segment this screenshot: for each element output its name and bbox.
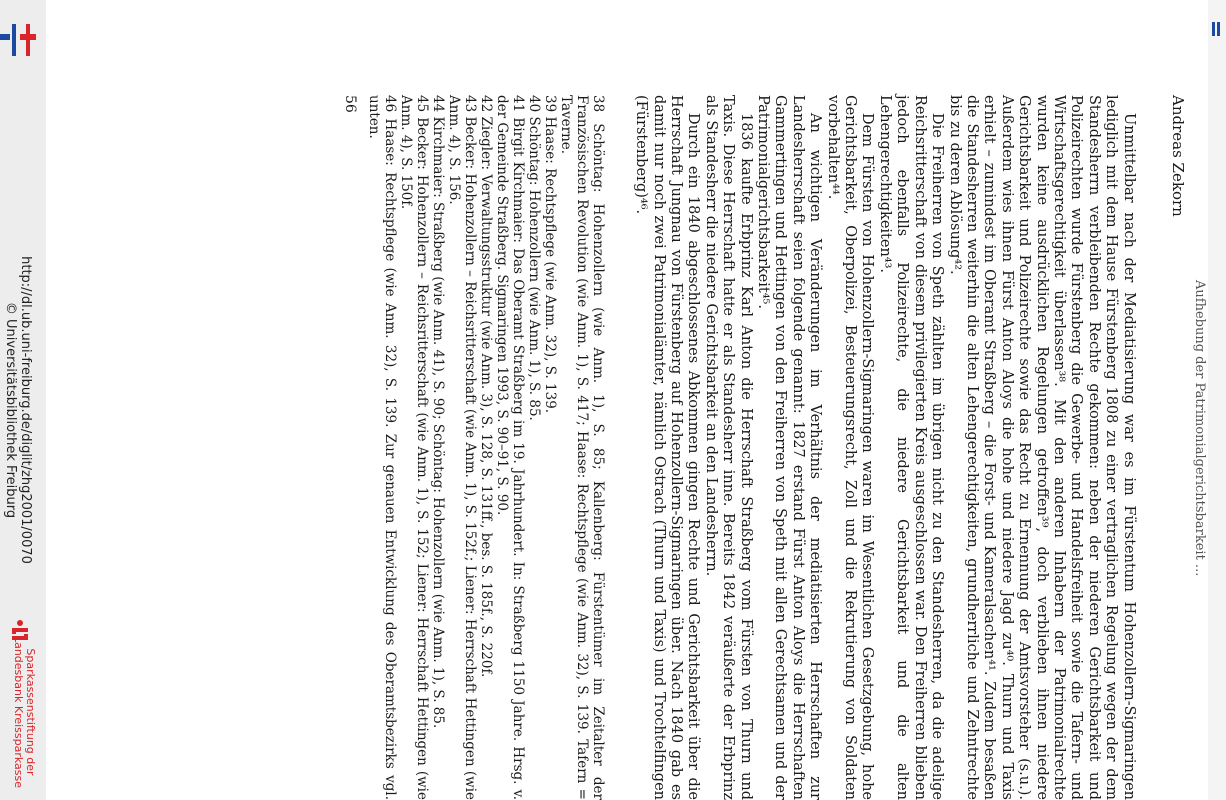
navigation-marker-icon[interactable] bbox=[1212, 22, 1220, 36]
footnote: 42 Ziegler: Verwaltungsstruktur (wie Anm. 3), S. 128, S. 131ff., bes. S. 185f., S. 220f. bbox=[477, 95, 494, 678]
viewer-sidebar bbox=[0, 0, 47, 800]
sponsor-text bbox=[12, 636, 36, 788]
paragraph: Dem Fürsten von Hohenzollern-Sigmaringen waren im Wesentlichen Gesetzgebung, hohe Gerichtsbarkeit, Oberpolizei, Besteuerungsrecht, Zoll und die Rekrutierung von Soldaten vorbehalten⁴⁴. bbox=[824, 95, 876, 800]
viewer-right-edge bbox=[1208, 0, 1226, 800]
page-content bbox=[146, 95, 1207, 800]
footnote: 39 Haase: Rechtspflege (wie Anm. 32), S. 139. bbox=[541, 95, 558, 414]
top-cut-text: Aufhebung der Patrimonialgerichtsbarkeit ... bbox=[1192, 280, 1207, 577]
scanned-page bbox=[46, 0, 1208, 800]
copyright-text: © Universitätsbibliothek Freiburg bbox=[3, 301, 18, 519]
footnote: 43 Becker: Hohenzollern – Reichsritterschaft (wie Anm. 1), S. 152f.; Liener: Herrschaft Hettingen (wie Anm. 4), S. 156. bbox=[445, 95, 478, 800]
paragraph: An wichtigen Veränderungen im Verhältnis der mediatisierten Herrschaften zur Landesherrschaft seien folgende genannt: 1827 erstand Fürst Anton Aloys die Herrschaften Gammertingen und Hettingen von den Freiherren von Speth mit allen Gerechtsamen und der Patrimonialgerichtsbarkeit⁴⁵. bbox=[755, 95, 824, 800]
paragraph: Durch ein 1840 abgeschlossenes Abkommen gingen Rechte und Gerichtsbarkeit über die Herrschaft Jungnau von Fürstenberg auf Hohenzollern-Sigmaringen über. Nach 1840 gab es damit nur noch zwei Patrimonialämter, nämlich Ostrach (Thurn und Taxis) und Trochtelfingen (Fürstenberg)⁴⁶. bbox=[633, 95, 702, 800]
sponsor-line-2: Landesbank Kreissparkasse bbox=[12, 635, 25, 789]
footnote: 46 Haase: Rechtspflege (wie Anm. 32), S. 139. Zur genauen Entwicklung des Oberamtsbezirks vgl. unten. bbox=[365, 95, 398, 800]
library-logo-icon[interactable] bbox=[0, 20, 46, 60]
footnote: 45 Becker: Hohenzollern – Reichsritterschaft (wie Anm. 1), S. 152; Liener: Herrschaft Hettingen (wie Anm. 4), S. 150f. bbox=[397, 95, 430, 800]
footnote: 41 Birgit Kirchmaier: Das Oberamt Straßberg im 19. Jahrhundert. In: Straßberg 1150 Jahre. Hrsg. v. der Gemeinde Straßberg. Sigmaringen 1993, S. 90–91, S. 90. bbox=[493, 95, 526, 800]
footnotes bbox=[366, 95, 606, 800]
paragraph: Unmittelbar nach der Mediatisierung war es im Fürstentum Hohenzollern-Sigmaringen lediglich mit dem Hause Fürstenberg 1808 zu einer vertraglichen Regelung wegen der dem Standesherrn verbleibenden Rechte gekommen: neben der niederen Gerichtsbarkeit und Polizeirechten wurde Fürstenberg die Gewerbe- und Handelsfreiheit sowie die Tafern- und Wirtschaftsgerechtigkeit überlassen³⁸. Mit den anderen Inhabern der Patrimonialrechte wurden keine ausdrücklichen Regelungen getroffen³⁹, doch verblieben ihnen niedere Gerichtsbarkeit und Polizeirechte sowie das Recht zu Ernennung der Amtsvorsteher (s.u.). Außerdem wies ihnen Fürst Anton Aloys die hohe und niedere Jagd zu⁴⁰. Thurn und Taxis erhielt – zumindest im Oberamt Straßberg – die Forst- und Kameralsachen⁴¹. Zudem besaßen die Standesherren weiterhin die alten Lehengerechtigkeiten, grundherrliche und Zehntrechte bis zu deren Ablösung⁴². bbox=[946, 95, 1137, 800]
footnote: 44 Kirchmaier: Straßberg (wie Anm. 41), S. 90; Schöntag: Hohenzollern (wie Anm. 1), S. 85. bbox=[429, 95, 446, 729]
permalink-text[interactable] bbox=[3, 256, 33, 564]
sponsor-line-1: Sparkassenstiftung der bbox=[24, 648, 37, 776]
paragraph: Die Freiherren von Speth zählten im übrigen nicht zu den Standesherren, da die adelige Reichsritterschaft von diesem privilegierten Kreis ausgeschlossen war. Den Freiherren blieben jedoch ebenfalls Polizeirechte, die niedere Gerichtsbarkeit und die alten Lehengerechtigkeiten⁴³. bbox=[876, 95, 946, 800]
footnote: 40 Schöntag: Hohenzollern (wie Anm. 1), S. 85. bbox=[525, 95, 542, 421]
footnote: 38 Schöntag: Hohenzollern (wie Anm. 1), S. 85; Kallenberg: Fürstentümer im Zeitalter der Französischen Revolution (wie Anm. 1), S. 417; Haase: Rechtspflege (wie Anm. 32), S. 139. Tafern = Taverne. bbox=[557, 95, 606, 800]
paragraph: 1836 kaufte Erbprinz Karl Anton die Herrschaft Straßberg vom Fürsten von Thurn und Taxis. Diese Herrschaft hatte er als Standesherr inne. Bereits 1842 veräußerte der Erbprinz als Standesherr die niedere Gerichtsbarkeit an den Landesherrn. bbox=[702, 95, 754, 800]
permalink-url[interactable]: http://dl.ub.uni-freiburg.de/diglit/zhg2001/0070 bbox=[18, 256, 33, 564]
page-number: 56 bbox=[341, 95, 358, 113]
running-head: Andreas Zekorn bbox=[1169, 95, 1187, 217]
